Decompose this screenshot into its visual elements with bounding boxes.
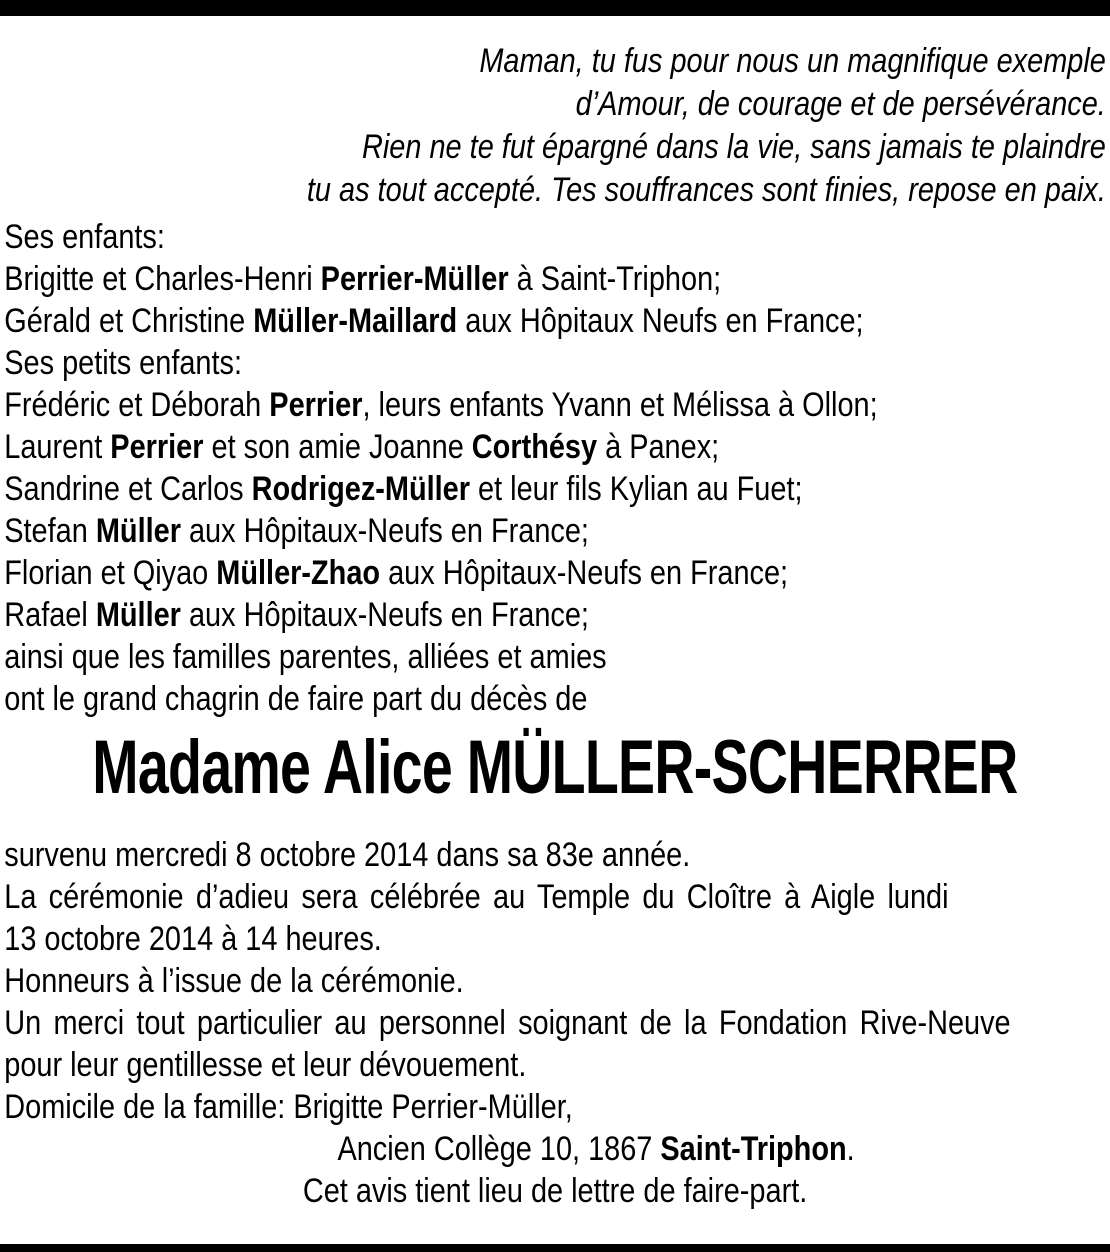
detail-line: Honneurs à l’issue de la cérémonie. bbox=[4, 962, 464, 1000]
family-line: Laurent Perrier et son amie Joanne Corthésy à Panex; bbox=[4, 428, 720, 466]
family-line: Rafael Müller aux Hôpitaux-Neufs en France; bbox=[4, 596, 589, 634]
top-rule bbox=[0, 0, 1110, 16]
family-line: Sandrine et Carlos Rodrigez-Müller et leur fils Kylian au Fuet; bbox=[4, 470, 803, 508]
detail-line: La cérémonie d’adieu sera célébrée au Temple du Cloître à Aigle lundi bbox=[4, 878, 949, 916]
deceased-name: Madame Alice MÜLLER-SCHERRER bbox=[92, 725, 1018, 810]
family-line: Ses petits enfants: bbox=[4, 344, 243, 382]
details bbox=[4, 834, 1106, 1212]
notice-content bbox=[0, 16, 1110, 1212]
epigraph-line: d’Amour, de courage et de persévérance. bbox=[575, 85, 1106, 123]
detail-line: pour leur gentillesse et leur dévouement. bbox=[4, 1046, 527, 1084]
detail-line: Un merci tout particulier au personnel soignant de la Fondation Rive-Neuve bbox=[4, 1004, 1011, 1042]
epigraph-line: Maman, tu fus pour nous un magnifique exemple bbox=[479, 42, 1106, 80]
family-line: Frédéric et Déborah Perrier, leurs enfants Yvann et Mélissa à Ollon; bbox=[4, 386, 878, 424]
family-line: Gérald et Christine Müller-Maillard aux Hôpitaux Neufs en France; bbox=[4, 302, 864, 340]
epigraph-line: tu as tout accepté. Tes souffrances sont finies, repose en paix. bbox=[306, 171, 1106, 209]
bottom-rule bbox=[0, 1244, 1110, 1252]
detail-line: 13 octobre 2014 à 14 heures. bbox=[4, 920, 382, 958]
family-line: Stefan Müller aux Hôpitaux-Neufs en France; bbox=[4, 512, 589, 550]
epigraph-line: Rien ne te fut épargné dans la vie, sans jamais te plaindre bbox=[362, 128, 1106, 166]
family-line: ont le grand chagrin de faire part du décès de bbox=[4, 680, 588, 718]
epigraph bbox=[4, 40, 1106, 212]
closing-line: Cet avis tient lieu de lettre de faire-part. bbox=[302, 1172, 808, 1210]
family-list bbox=[4, 216, 1106, 720]
detail-line: Domicile de la famille: Brigitte Perrier-Müller, bbox=[4, 1088, 573, 1126]
family-line: Florian et Qiyao Müller-Zhao aux Hôpitaux-Neufs en France; bbox=[4, 554, 789, 592]
address-line: Ancien Collège 10, 1867 Saint-Triphon. bbox=[337, 1130, 855, 1168]
family-line: Ses enfants: bbox=[4, 218, 165, 256]
family-line: ainsi que les familles parentes, alliées et amies bbox=[4, 638, 607, 676]
family-line: Brigitte et Charles-Henri Perrier-Müller à Saint-Triphon; bbox=[4, 260, 722, 298]
detail-line: survenu mercredi 8 octobre 2014 dans sa 83e année. bbox=[4, 836, 691, 874]
